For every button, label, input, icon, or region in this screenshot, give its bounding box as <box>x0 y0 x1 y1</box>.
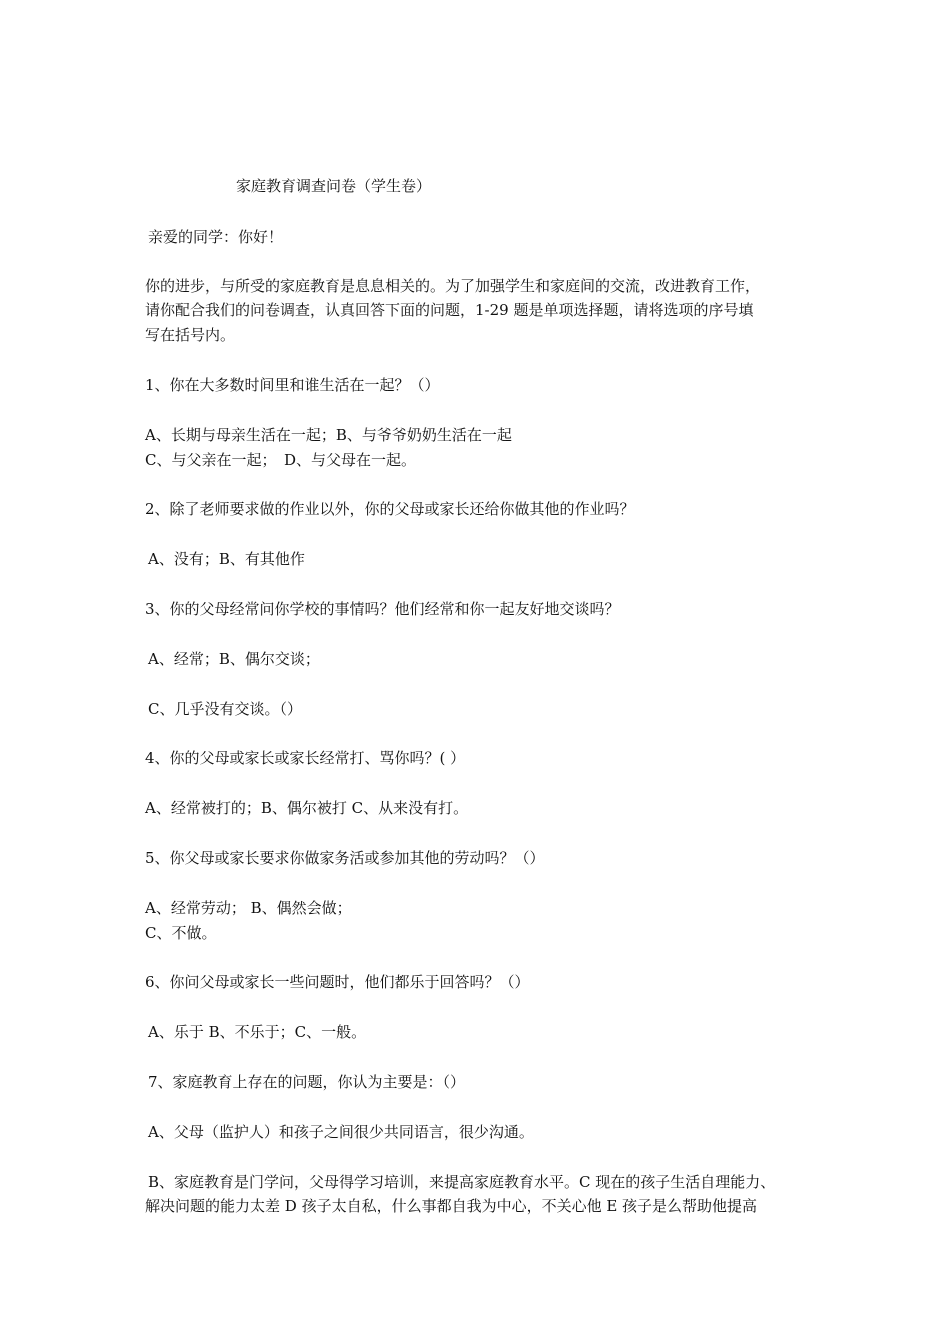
question-3: 3、你的父母经常问你学校的事情吗？他们经常和你一起友好地交谈吗？ <box>145 600 620 618</box>
q6-options: A、乐于 B、不乐于；C、一般。 <box>148 1023 367 1041</box>
intro-line-3: 写在括号内。 <box>145 326 236 344</box>
intro-line-1: 你的进步，与所受的家庭教育是息息相关的。为了加强学生和家庭间的交流，改进教育工作， <box>145 277 761 295</box>
q1-option-line-1: A、长期与母亲生活在一起；B、与爷爷奶奶生活在一起 <box>145 426 512 444</box>
q4-options: A、经常被打的；B、偶尔被打 C、从来没有打。 <box>145 799 469 817</box>
q2-options: A、没有；B、有其他作 <box>148 550 305 568</box>
q5-option-line-2: C、不做。 <box>145 924 217 942</box>
question-4: 4、你的父母或家长或家长经常打、骂你吗？( ） <box>145 749 466 767</box>
q7-option-b-line-2: 解决问题的能力太差 D 孩子太自私，什么事都自我为中心，不关心他 E 孩子是么帮助他提高 <box>145 1197 758 1215</box>
question-5: 5、你父母或家长要求你做家务活或参加其他的劳动吗？（） <box>145 849 545 867</box>
question-7: 7、家庭教育上存在的问题，你认为主要是：（） <box>148 1073 466 1091</box>
question-1: 1、你在大多数时间里和谁生活在一起？（） <box>145 376 440 394</box>
question-6: 6、你问父母或家长一些问题时，他们都乐于回答吗？（） <box>145 973 530 991</box>
q3-option-line-2: C、几乎没有交谈。（） <box>148 700 302 718</box>
q7-option-b-line-1: B、家庭教育是门学问，父母得学习培训，来提高家庭教育水平。C 现在的孩子生活自理能力、 <box>148 1173 776 1191</box>
document-title: 家庭教育调查问卷（学生卷） <box>236 177 432 195</box>
intro-line-2: 请你配合我们的问卷调查，认真回答下面的问题，1-29 题是单项选择题，请将选项的序号填 <box>145 301 754 319</box>
question-2: 2、除了老师要求做的作业以外，你的父母或家长还给你做其他的作业吗？ <box>145 500 635 518</box>
q7-option-a: A、父母（监护人）和孩子之间很少共同语言，很少沟通。 <box>148 1123 534 1141</box>
greeting: 亲爱的同学：你好！ <box>148 228 284 246</box>
q5-option-line-1: A、经常劳动； B、偶然会做； <box>145 899 352 917</box>
q1-option-line-2: C、与父亲在一起； D、与父母在一起。 <box>145 451 417 469</box>
q3-option-line-1: A、经常；B、偶尔交谈； <box>148 650 320 668</box>
